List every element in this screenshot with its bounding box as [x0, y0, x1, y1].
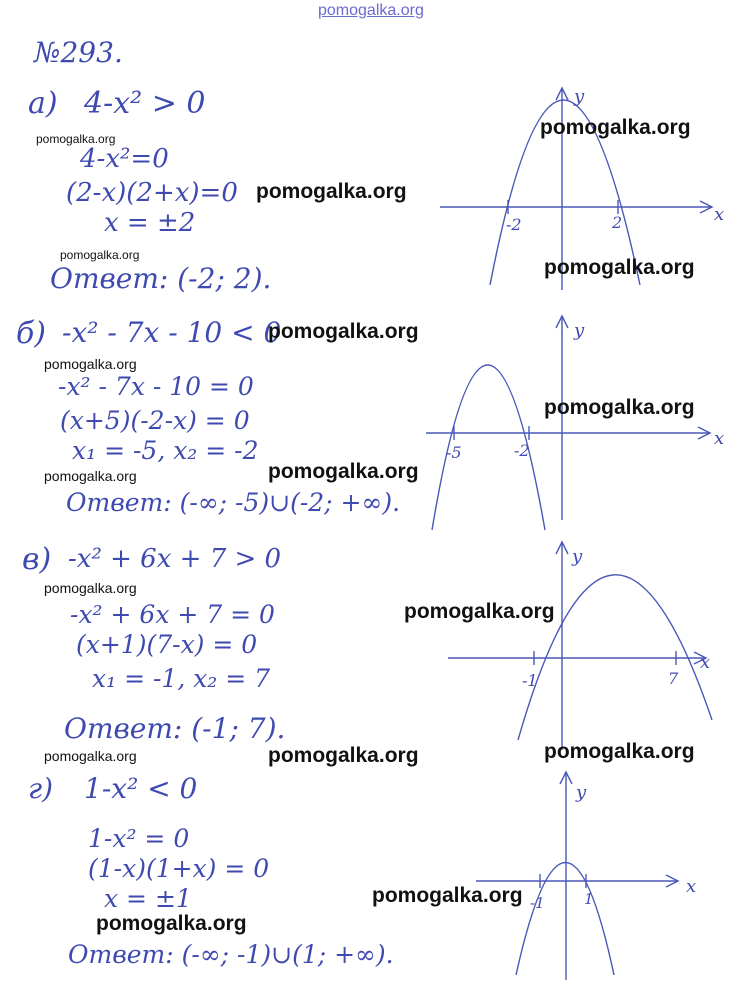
part-a-label: а) [28, 86, 58, 121]
part-g-label: г) [28, 772, 54, 805]
watermark: pomogalka.org [268, 744, 419, 767]
part-a-inequality: 4-x² > 0 [84, 86, 206, 121]
tick-label-minus-2: -2 [514, 441, 530, 460]
part-a-step-3: x = ±2 [104, 208, 196, 238]
part-g-step-1: 1-x² = 0 [88, 824, 190, 853]
part-v-step-2: (x+1)(7-x) = 0 [76, 630, 258, 659]
part-b-step-1: -x² - 7x - 10 = 0 [58, 372, 254, 401]
part-b-step-3: x₁ = -5, x₂ = -2 [72, 436, 259, 465]
watermark: pomogalka.org [404, 600, 555, 623]
y-axis-label: y [574, 86, 585, 107]
y-axis-label: y [576, 782, 587, 803]
part-a-step-1: 4-x²=0 [80, 144, 169, 174]
watermark: pomogalka.org [96, 912, 247, 935]
top-watermark: pomogalka.org [318, 2, 424, 19]
part-g-step-3: x = ±1 [104, 884, 192, 913]
parabola [516, 863, 614, 976]
watermark: pomogalka.org [544, 396, 695, 419]
part-v-step-1: -x² + 6x + 7 = 0 [70, 600, 275, 629]
watermark: pomogalka.org [544, 256, 695, 279]
y-axis-label: y [572, 546, 583, 567]
watermark: pomogalka.org [540, 116, 691, 139]
watermark: pomogalka.org [268, 320, 419, 343]
watermark: pomogalka.org [44, 468, 137, 484]
part-b-label: б) [16, 316, 47, 351]
part-g-step-2: (1-x)(1+x) = 0 [88, 854, 270, 883]
part-g-inequality: 1-x² < 0 [84, 772, 198, 805]
x-axis-label: x [700, 652, 711, 673]
watermark: pomogalka.org [44, 580, 137, 596]
watermark: pomogalka.org [256, 180, 407, 203]
part-v-answer: Ответ: (-1; 7). [64, 712, 286, 745]
watermark: pomogalka.org [372, 884, 523, 907]
part-a-answer: Ответ: (-2; 2). [50, 262, 272, 295]
watermark: pomogalka.org [60, 248, 140, 262]
tick-label-1: 1 [584, 890, 594, 908]
tick-label-7: 7 [668, 669, 679, 688]
tick-label-2: 2 [612, 213, 623, 232]
problem-number: №293. [34, 36, 123, 69]
part-b-step-2: (x+5)(-2-x) = 0 [60, 406, 250, 435]
tick-label-minus-5: -5 [446, 443, 462, 462]
part-a-step-2: (2-x)(2+x)=0 [66, 178, 238, 208]
watermark: pomogalka.org [36, 132, 116, 146]
watermark: pomogalka.org [44, 356, 137, 372]
part-v-label: в) [22, 542, 52, 577]
part-b-inequality: -x² - 7x - 10 < 0 [62, 316, 282, 349]
tick-label-minus-1: -1 [522, 671, 538, 690]
tick-label-minus-1: -1 [530, 894, 545, 912]
x-axis-label: x [714, 204, 725, 225]
tick-label-minus-2: -2 [506, 215, 522, 234]
watermark: pomogalka.org [544, 740, 695, 763]
x-axis-label: x [714, 428, 725, 449]
part-b-answer: Ответ: (-∞; -5)∪(-2; +∞). [66, 488, 401, 517]
watermark: pomogalka.org [268, 460, 419, 483]
y-axis-label: y [574, 320, 585, 341]
part-v-step-3: x₁ = -1, x₂ = 7 [92, 664, 271, 693]
watermark: pomogalka.org [44, 748, 137, 764]
part-g-answer: Ответ: (-∞; -1)∪(1; +∞). [68, 940, 394, 969]
part-v-inequality: -x² + 6x + 7 > 0 [68, 544, 282, 574]
x-axis-label: x [686, 876, 697, 897]
